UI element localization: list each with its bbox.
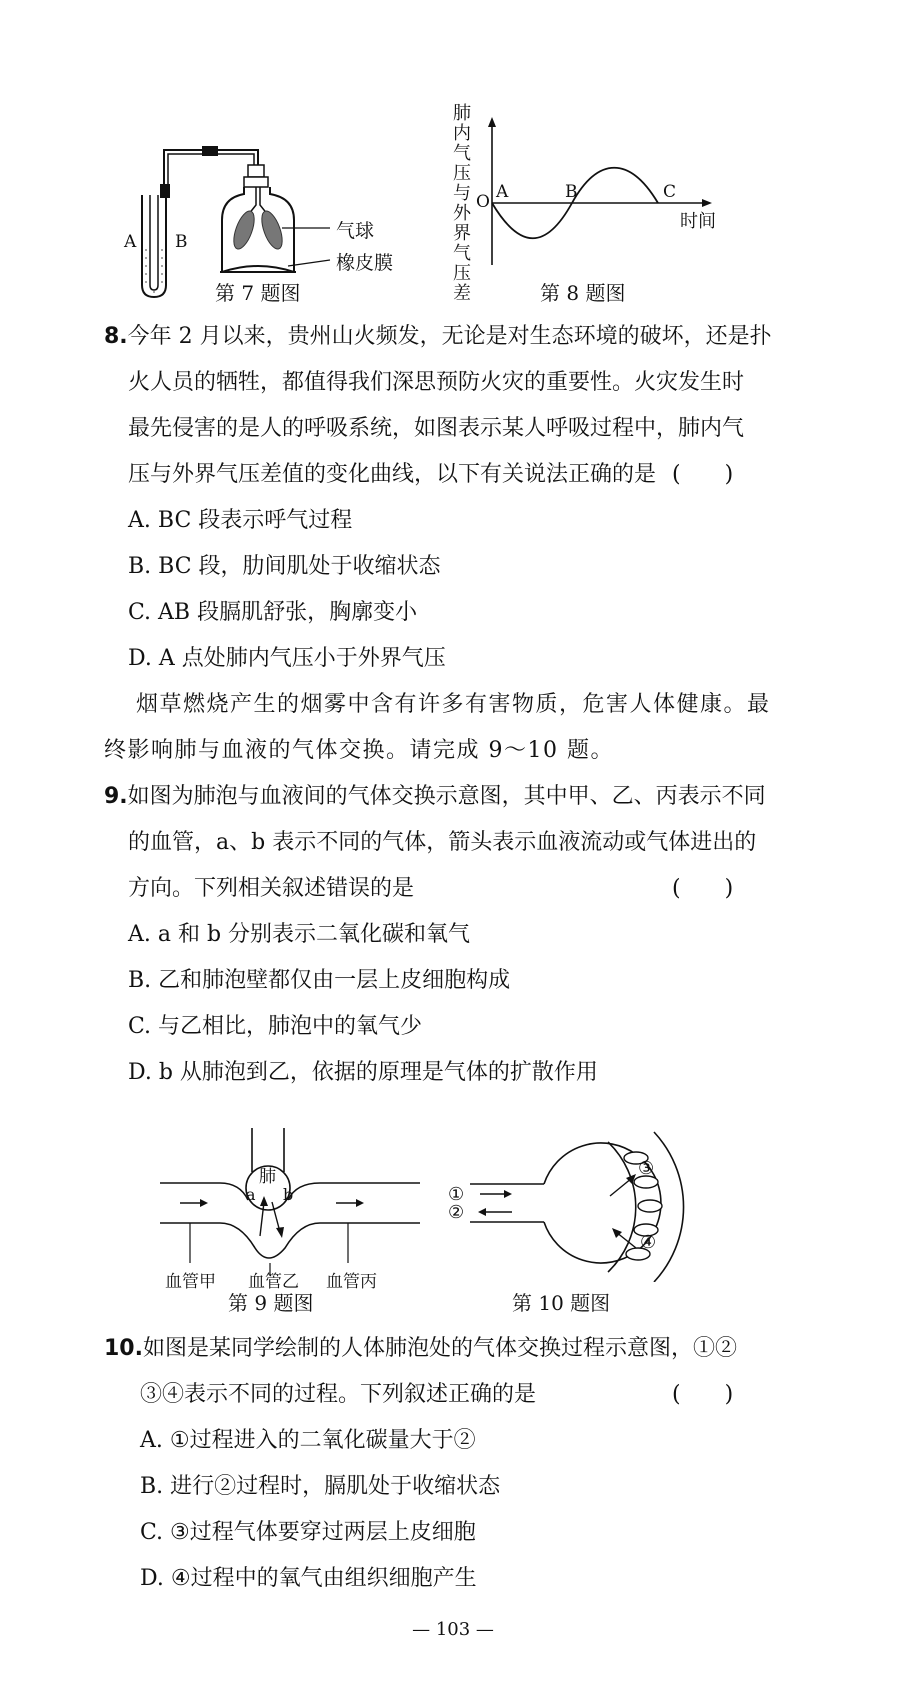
q8-number: 8. [104, 324, 128, 349]
fig8-xlabel: 时间 [680, 211, 716, 232]
fig7-label-a: A [124, 232, 137, 252]
q10-option-d[interactable]: D. ④过程中的氧气由组织细胞产生 [140, 1566, 477, 1591]
fig8-point-c: C [663, 182, 677, 202]
fig8-ylabel-char: 肺 [453, 103, 471, 124]
fig9-label-a: a [246, 1185, 256, 1204]
q8-option-b[interactable]: B. BC 段，肋间肌处于收缩状态 [128, 554, 441, 579]
fig8-ylabel-char: 压 [453, 263, 471, 284]
q8-line-4: 压与外界气压差值的变化曲线，以下有关说法正确的是 [128, 462, 657, 487]
q8-answer-paren[interactable]: ( ) [672, 462, 734, 487]
fig7-label-b: B [175, 232, 188, 252]
intro-line-2: 终影响肺与血液的气体交换。请完成 9～10 题。 [104, 738, 614, 763]
q10-option-b[interactable]: B. 进行②过程时，膈肌处于收缩状态 [140, 1474, 501, 1499]
fig7-balloon-label: 气球 [336, 220, 375, 242]
q9-line-1: 9.如图为肺泡与血液间的气体交换示意图，其中甲、乙、丙表示不同 [104, 784, 766, 809]
q10-option-c[interactable]: C. ③过程气体要穿过两层上皮细胞 [140, 1520, 476, 1545]
q9-line-3: 方向。下列相关叙述错误的是 [128, 876, 415, 901]
fig9-vessel-yi: 血管乙 [248, 1272, 299, 1292]
fig7-caption: 第 7 题图 [215, 281, 301, 305]
q9-option-c[interactable]: C. 与乙相比，肺泡中的氧气少 [128, 1014, 423, 1039]
q8-option-a[interactable]: A. BC 段表示呼气过程 [128, 508, 353, 533]
fig9-vessel-bing: 血管丙 [326, 1272, 377, 1292]
fig8-ylabel-char: 与 [453, 183, 471, 204]
fig8-ylabel-char: 气 [453, 243, 471, 264]
q8-line-3: 最先侵害的是人的呼吸系统，如图表示某人呼吸过程中，肺内气 [128, 416, 745, 441]
fig10-caption: 第 10 题图 [512, 1291, 611, 1315]
fig8-origin: O [476, 192, 490, 212]
q9-line-2: 的血管，a、b 表示不同的气体，箭头表示血液流动或气体进出的 [128, 830, 757, 855]
q10-answer-paren[interactable]: ( ) [672, 1382, 734, 1407]
fig9-lung-label: 肺 [259, 1167, 276, 1187]
fig9-label-b: b [283, 1185, 294, 1204]
q10-number: 10. [104, 1336, 143, 1361]
fig10-marker-2: ② [448, 1202, 465, 1223]
page-number: — 103 — [412, 1619, 494, 1640]
fig8-point-a: A [496, 182, 509, 202]
fig10-marker-1: ① [448, 1184, 465, 1205]
fig8-ylabel-char: 差 [453, 283, 471, 304]
fig8-ylabel-char: 气 [453, 143, 471, 164]
q8-line-1: 8.今年 2 月以来，贵州山火频发，无论是对生态环境的破坏，还是扑 [104, 324, 772, 349]
q10-line-2: ③④表示不同的过程。下列叙述正确的是 [140, 1382, 537, 1407]
fig8-ylabel-char: 内 [453, 123, 471, 144]
figure-8-graph [480, 115, 720, 275]
q10-option-a[interactable]: A. ①过程进入的二氧化碳量大于② [140, 1428, 476, 1453]
q8-option-d[interactable]: D. A 点处肺内气压小于外界气压 [128, 646, 446, 671]
fig9-vessel-jia: 血管甲 [165, 1272, 216, 1292]
fig8-ylabel-char: 外 [453, 203, 471, 224]
figure-10-diagram [440, 1122, 720, 1282]
fig8-point-b: B [565, 182, 578, 202]
q9-option-a[interactable]: A. a 和 b 分别表示二氧化碳和氧气 [128, 922, 471, 947]
fig8-caption: 第 8 题图 [540, 281, 626, 305]
q9-number: 9. [104, 784, 128, 809]
fig8-ylabel-char: 界 [453, 223, 471, 244]
q8-option-c[interactable]: C. AB 段膈肌舒张，胸廓变小 [128, 600, 418, 625]
fig9-caption: 第 9 题图 [228, 1291, 314, 1315]
q9-option-d[interactable]: D. b 从肺泡到乙，依据的原理是气体的扩散作用 [128, 1060, 598, 1085]
q9-answer-paren[interactable]: ( ) [672, 876, 734, 901]
q9-option-b[interactable]: B. 乙和肺泡壁都仅由一层上皮细胞构成 [128, 968, 511, 993]
fig7-membrane-label: 橡皮膜 [336, 252, 394, 274]
fig10-marker-3: ③ [638, 1158, 655, 1179]
fig10-marker-4: ④ [640, 1232, 657, 1253]
fig8-ylabel [452, 104, 472, 304]
fig8-ylabel-char: 压 [453, 163, 471, 184]
intro-line-1: 烟草燃烧产生的烟雾中含有许多有害物质，危害人体健康。最 [136, 692, 771, 717]
q8-line-2: 火人员的牺牲，都值得我们深思预防火灾的重要性。火灾发生时 [128, 370, 745, 395]
q10-line-1: 10.如图是某同学绘制的人体肺泡处的气体交换过程示意图，①② [104, 1336, 737, 1361]
